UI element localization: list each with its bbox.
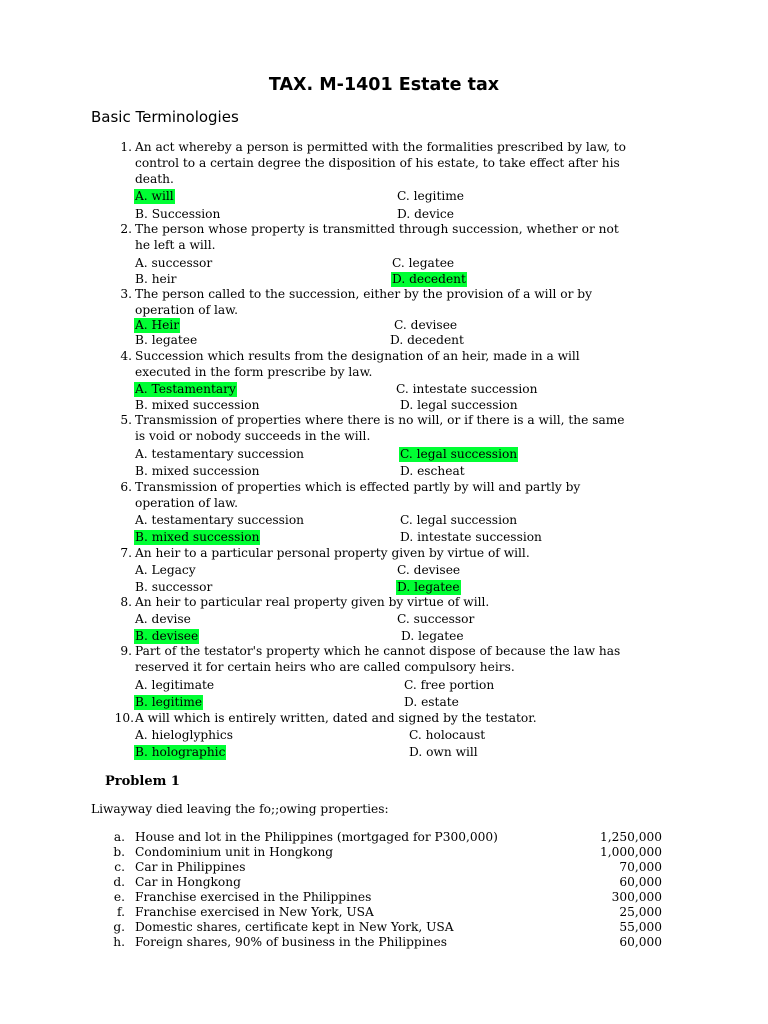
option-c-answer[interactable]: C. legal succession [400, 447, 518, 461]
property-letter: g. [113, 920, 125, 934]
option-c[interactable]: C. free portion [404, 678, 495, 692]
property-amount: 25,000 [619, 905, 662, 919]
option-b[interactable]: B. legatee [135, 333, 198, 347]
question-text-line: Transmission of properties which is effected partly by will and partly by [135, 480, 581, 494]
option-d[interactable]: D. intestate succession [400, 530, 542, 544]
option-d[interactable]: D. own will [409, 745, 478, 759]
option-c[interactable]: C. intestate succession [396, 382, 538, 396]
option-c[interactable]: C. legal succession [400, 513, 518, 527]
question-number: 1. [120, 140, 132, 154]
question-number: 6. [120, 480, 132, 494]
property-amount: 1,250,000 [599, 830, 662, 844]
option-a-answer[interactable]: A. Testamentary [135, 382, 236, 396]
question-number: 2. [120, 222, 132, 236]
problem-heading: Problem 1 [105, 774, 180, 789]
option-d[interactable]: D. legatee [401, 629, 464, 643]
option-d[interactable]: D. estate [404, 695, 459, 709]
question-text-line: A will which is entirely written, dated and signed by the testator. [135, 711, 537, 725]
property-letter: b. [113, 845, 125, 859]
property-letter: a. [113, 830, 125, 844]
question-number: 7. [120, 546, 132, 560]
question-text-line: An act whereby a person is permitted with the formalities prescribed by law, to [135, 140, 627, 154]
question-number: 5. [120, 413, 132, 427]
question-number: 8. [120, 595, 132, 609]
option-b-answer[interactable]: B. devisee [135, 629, 199, 643]
property-amount: 300,000 [611, 890, 662, 904]
question-number: 3. [120, 287, 132, 301]
property-letter: d. [113, 875, 125, 889]
option-a[interactable]: A. testamentary succession [135, 513, 305, 527]
question-text-line: Part of the testator's property which he cannot dispose of because the law has [135, 644, 621, 658]
option-c[interactable]: C. holocaust [409, 728, 486, 742]
property-amount: 1,000,000 [599, 845, 662, 859]
question-number: 9. [120, 644, 132, 658]
question-text-line: Transmission of properties where there is no will, or if there is a will, the same [135, 413, 625, 427]
question-text-line: The person whose property is transmitted through succession, whether or not [135, 222, 619, 236]
property-amount: 60,000 [619, 935, 662, 949]
option-a[interactable]: A. legitimate [135, 678, 215, 692]
question-number: 10. [114, 711, 134, 725]
question-text-line: is void or nobody succeeds in the will. [135, 429, 371, 443]
section-heading: Basic Terminologies [91, 108, 239, 126]
question-number: 4. [120, 349, 132, 363]
problem-intro: Liwayway died leaving the fo;;owing properties: [91, 802, 389, 816]
option-b-answer[interactable]: B. legitime [135, 695, 203, 709]
question-text-line: operation of law. [135, 496, 239, 510]
property-description: Car in Hongkong [135, 875, 241, 889]
property-description: Car in Philippines [135, 860, 246, 874]
option-a[interactable]: A. successor [135, 256, 213, 270]
option-b[interactable]: B. heir [135, 272, 177, 286]
option-c[interactable]: C. devisee [397, 563, 461, 577]
property-description: Domestic shares, certificate kept in New York, USA [135, 920, 454, 934]
question-text-line: The person called to the succession, either by the provision of a will or by [135, 287, 592, 301]
property-letter: f. [117, 905, 125, 919]
question-text-line: An heir to a particular personal property given by virtue of will. [135, 546, 530, 560]
option-d[interactable]: D. device [397, 207, 454, 221]
document-title: TAX. M-1401 Estate tax [268, 75, 500, 95]
option-c[interactable]: C. legatee [392, 256, 455, 270]
option-c[interactable]: C. successor [397, 612, 475, 626]
option-d[interactable]: D. legal succession [400, 398, 518, 412]
question-text-line: executed in the form prescribe by law. [135, 365, 373, 379]
question-text-line: operation of law. [135, 303, 239, 317]
property-amount: 55,000 [619, 920, 662, 934]
question-text-line: reserved it for certain heirs who are called compulsory heirs. [135, 660, 515, 674]
option-a[interactable]: A. testamentary succession [135, 447, 305, 461]
option-a-answer[interactable]: A. will [135, 189, 174, 203]
property-letter: c. [114, 860, 125, 874]
option-b-answer[interactable]: B. mixed succession [135, 530, 260, 544]
property-description: House and lot in the Philippines (mortgaged for P300,000) [135, 830, 498, 844]
property-description: Franchise exercised in the Philippines [135, 890, 372, 904]
option-b[interactable]: B. Succession [135, 207, 221, 221]
property-amount: 70,000 [619, 860, 662, 874]
question-text-line: death. [135, 172, 174, 186]
option-c[interactable]: C. legitime [397, 189, 465, 203]
option-c[interactable]: C. devisee [394, 318, 458, 332]
option-a[interactable]: A. Legacy [135, 563, 196, 577]
property-amount: 60,000 [619, 875, 662, 889]
option-b[interactable]: B. mixed succession [135, 398, 260, 412]
option-a[interactable]: A. hieloglyphics [135, 728, 233, 742]
property-letter: h. [113, 935, 125, 949]
property-description: Franchise exercised in New York, USA [135, 905, 374, 919]
question-text-line: Succession which results from the designation of an heir, made in a will [135, 349, 580, 363]
option-b[interactable]: B. successor [135, 580, 213, 594]
property-description: Condominium unit in Hongkong [135, 845, 334, 859]
question-text-line: control to a certain degree the disposition of his estate, to take effect after his [135, 156, 620, 170]
question-text-line: he left a will. [135, 238, 216, 252]
question-text-line: An heir to particular real property given by virtue of will. [135, 595, 490, 609]
option-d-answer[interactable]: D. legatee [397, 580, 460, 594]
property-letter: e. [113, 890, 125, 904]
option-b[interactable]: B. mixed succession [135, 464, 260, 478]
option-a[interactable]: A. devise [135, 612, 191, 626]
option-d-answer[interactable]: D. decedent [392, 272, 466, 286]
property-description: Foreign shares, 90% of business in the Philippines [135, 935, 447, 949]
option-d[interactable]: D. decedent [390, 333, 464, 347]
option-a-answer[interactable]: A. Heir [135, 318, 180, 332]
option-b-answer[interactable]: B. holographic [135, 745, 226, 759]
option-d[interactable]: D. escheat [400, 464, 465, 478]
